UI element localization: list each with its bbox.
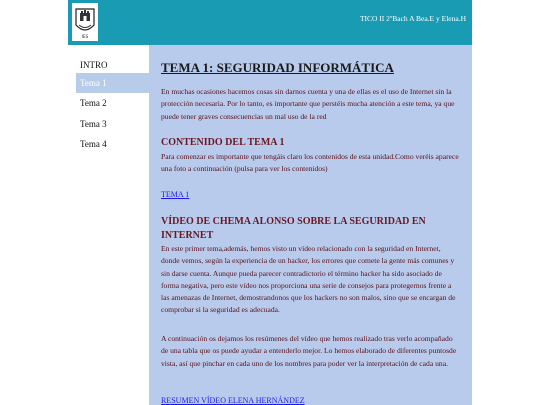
sidebar-item-tema-2[interactable]: Tema 2 xyxy=(80,98,107,108)
sidebar-item-tema-1[interactable]: Tema 1 xyxy=(76,73,149,93)
crest-logo-icon[interactable] xyxy=(72,3,98,41)
section-heading-video: VÍDEO DE CHEMA ALONSO SOBRE LA SEGURIDAD EN INTERNET xyxy=(161,216,426,241)
resumen-elena-link[interactable]: RESUMEN VÍDEO ELENA HERNÁNDEZ xyxy=(161,396,305,405)
main-content xyxy=(149,45,472,405)
site-title: TICO II 2ºBach A Bea.E y Elena.H xyxy=(359,14,466,23)
page-title: TEMA 1: SEGURIDAD INFORMÁTICA xyxy=(161,60,394,75)
contenido-paragraph: Para comenzar es importante que tengáis claro los contenidos de esta unidad.Como veréis aparece una foto a continuación (pulsa para ver los contenidos) xyxy=(161,152,459,174)
sidebar-item-tema-3[interactable]: Tema 3 xyxy=(80,119,107,129)
sidebar-nav xyxy=(68,45,149,405)
intro-paragraph: En muchas ocasiones hacemos cosas sin darnos cuenta y una de ellas es el uso de Internet sin la protección necesaria. Por lo tanto, es importante que perstéis mucha atención a este tema, ya que puede tener graves consecuencias un mal uso de la red xyxy=(161,87,455,121)
section-heading-contenido: CONTENIDO DEL TEMA 1 xyxy=(161,137,285,148)
sidebar-item-intro[interactable]: INTRO xyxy=(80,60,108,70)
tema-1-link[interactable]: TEMA 1 xyxy=(161,190,190,199)
site-header xyxy=(68,0,472,45)
video-paragraph: En este primer tema,además, hemos visto un vídeo relacionado con la seguridad en Internet, donde vemos, según la experiencia de un hacker, los errores que comete la gente más comunes y sin darse cuenta. Aunque pueda parecer contradictorio el término hacker ha sido asociado de forma negativa, pero este vídeo nos proporciona una serie de consejos para protegernos frente a las amenazas de Internet, demostrandonos que los hackers no son malos, sino que se encargan de comprobar si la seguridad es adecuada. xyxy=(161,244,456,315)
sidebar-item-tema-4[interactable]: Tema 4 xyxy=(80,139,107,149)
svg-text:IES: IES xyxy=(81,34,89,39)
resumen-paragraph: A continuación os dejamos los resúmenes del vídeo que hemos realizado tras verlo acompañado de una tabla que os puede ayudar a entenderlo mejor. Lo hemos elaborado de diferentes puntosde vista, así que pinchar en cada uno de los nombres para poder ver la interpretación de cada una. xyxy=(161,334,457,368)
